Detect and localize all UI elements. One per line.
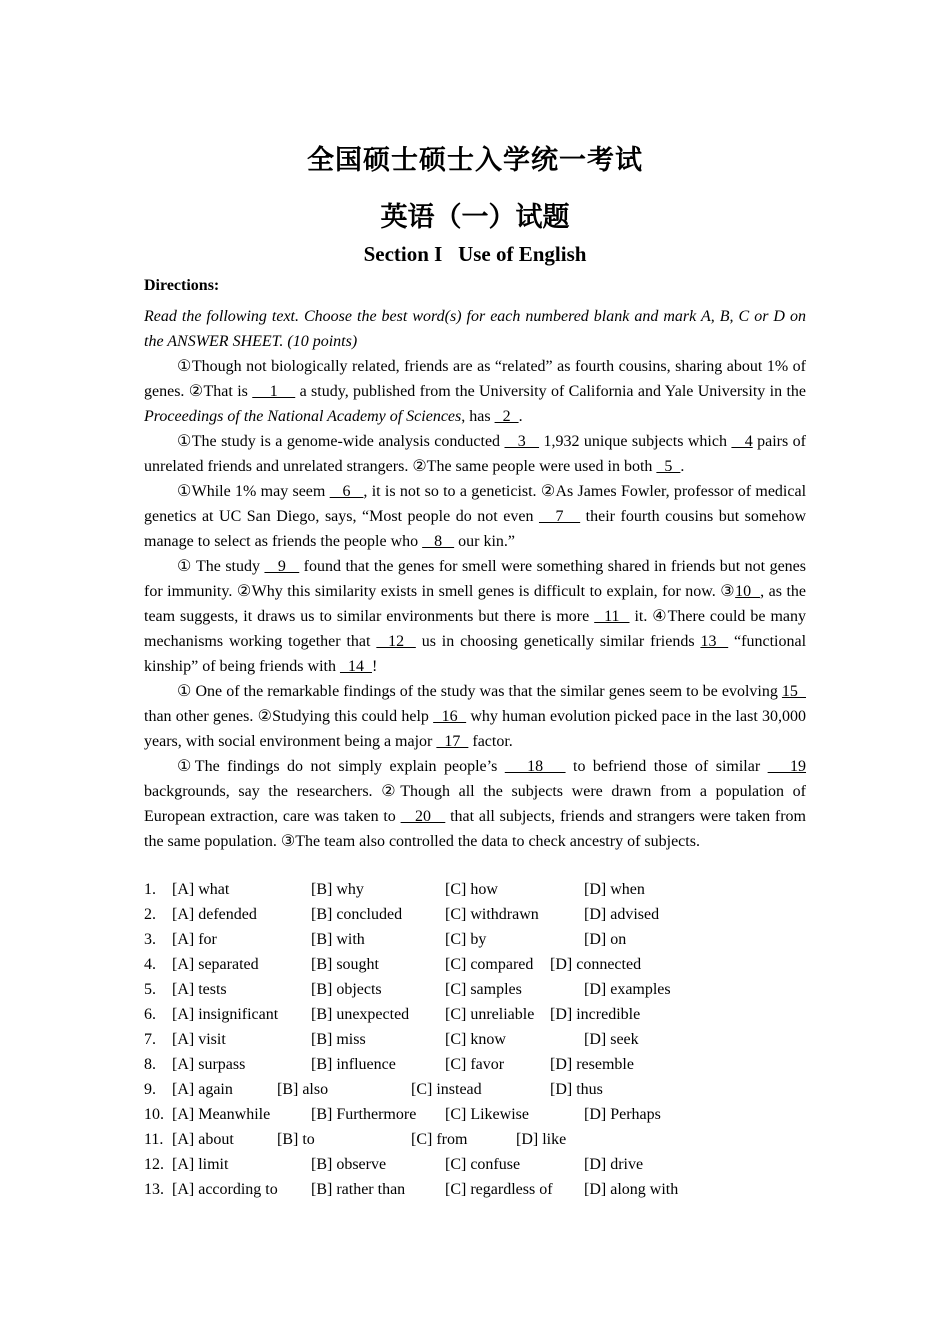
text: ①Though not biologically related, friends are as “related” as fourth cousins, sharing about 1% of genes. ②That is — [144, 358, 806, 400]
option-c: [C] compared — [445, 956, 534, 973]
text: , as the team suggests, it draws us to similar environments but there is more — [144, 583, 807, 625]
text: their fourth cousins but somehow manage to select as friends the people who — [144, 508, 806, 550]
text: ① The study — [177, 558, 265, 575]
blank-17: 17 — [436, 733, 469, 750]
question-number: 3. — [144, 931, 156, 948]
paragraph-6 — [144, 754, 806, 854]
option-b: [B] sought — [311, 956, 379, 973]
blank-6: 6 — [329, 483, 364, 500]
option-a: [A] insignificant — [172, 1006, 279, 1023]
option-a: [A] again — [172, 1081, 233, 1098]
option-a: [A] surpass — [172, 1056, 246, 1073]
option-d: [D] Perhaps — [584, 1106, 661, 1123]
question-number: 10. — [144, 1106, 164, 1123]
text: . — [680, 458, 685, 475]
question-number: 11. — [144, 1131, 164, 1148]
question-number: 12. — [144, 1156, 164, 1173]
paragraph-5 — [144, 679, 806, 754]
option-b: [B] unexpected — [311, 1006, 410, 1023]
option-row-1 — [144, 877, 806, 902]
option-row-11 — [144, 1127, 806, 1152]
option-b: [B] influence — [311, 1056, 396, 1073]
option-a: [A] limit — [172, 1156, 229, 1173]
option-d: [D] on — [584, 931, 627, 948]
text: ①The study is a genome-wide analysis conducted — [177, 433, 505, 450]
question-number: 1. — [144, 881, 156, 898]
option-c: [C] samples — [445, 981, 522, 998]
option-c: [C] favor — [445, 1056, 505, 1073]
text: backgrounds, say the researchers. ②Though all the subjects were drawn from a population of European extraction, care was taken to — [144, 783, 806, 825]
option-c: [C] withdrawn — [445, 906, 539, 923]
option-row-5 — [144, 977, 806, 1002]
exam-title: 全国硕士硕士入学统一考试 — [307, 145, 643, 176]
paragraph-1 — [144, 354, 806, 429]
option-row-8 — [144, 1052, 806, 1077]
option-row-7 — [144, 1027, 806, 1052]
question-number: 13. — [144, 1181, 164, 1198]
text: “functional kinship” of being friends with — [144, 633, 807, 675]
blank-1: 1 — [252, 383, 296, 400]
blank-19: 19 — [767, 758, 807, 775]
option-a: [A] tests — [172, 981, 227, 998]
question-number: 4. — [144, 956, 156, 973]
option-a: [A] what — [172, 881, 230, 898]
blank-4: 4 — [731, 433, 753, 450]
blank-20: 20 — [400, 808, 446, 825]
option-d: [D] along with — [584, 1181, 679, 1198]
option-b: [B] objects — [311, 981, 382, 998]
answer-options — [144, 877, 806, 1202]
blank-3: 3 — [504, 433, 540, 450]
option-d: [D] examples — [584, 981, 671, 998]
paragraph-2 — [144, 429, 806, 479]
option-row-13 — [144, 1177, 806, 1202]
option-c: [C] know — [445, 1031, 506, 1048]
option-d: [D] connected — [550, 956, 642, 973]
paragraph-4 — [144, 554, 806, 679]
option-b: [B] Furthermore — [311, 1106, 417, 1123]
option-a: [A] for — [172, 931, 217, 948]
text: ①While 1% may seem — [177, 483, 330, 500]
text: why human evolution picked pace in the last 30,000 years, with social environment being a major — [144, 708, 807, 750]
text: a study, published from the University of California and Yale University in the — [295, 383, 807, 400]
blank-18: 18 — [504, 758, 566, 775]
option-d: [D] seek — [584, 1031, 639, 1048]
blank-5: 5 — [656, 458, 681, 475]
question-number: 5. — [144, 981, 156, 998]
blank-11: 11 — [594, 608, 630, 625]
journal-name: Proceedings of the National Academy of Sciences — [144, 408, 462, 425]
text: our kin.” — [454, 533, 515, 550]
text: found that the genes for smell were something shared in friends but not genes for immunity. ②Why this similarity exists in smell genes is difficult to explain, for now. ③ — [144, 558, 806, 600]
option-b: [B] observe — [311, 1156, 387, 1173]
directions-label: Directions: — [144, 277, 220, 294]
option-a: [A] Meanwhile — [172, 1106, 271, 1123]
option-c: [C] from — [411, 1131, 468, 1148]
option-c: [C] confuse — [445, 1156, 521, 1173]
option-b: [B] rather than — [311, 1181, 406, 1198]
option-c: [C] Likewise — [445, 1106, 529, 1123]
blank-9: 9 — [264, 558, 300, 575]
text: pairs of unrelated friends and unrelated strangers. ②The same people were used in both — [144, 433, 806, 475]
option-c: [C] instead — [411, 1081, 482, 1098]
blank-8: 8 — [422, 533, 455, 550]
text: to befriend those of similar — [565, 758, 768, 775]
option-b: [B] miss — [311, 1031, 366, 1048]
option-d: [D] resemble — [550, 1056, 634, 1073]
option-row-10 — [144, 1102, 806, 1127]
option-c: [C] by — [445, 931, 487, 948]
blank-7: 7 — [538, 508, 581, 525]
directions-text: Read the following text. Choose the best word(s) for each numbered blank and mark A, B, C or D on the ANSWER SHEET. (10 points) — [144, 308, 806, 350]
text: ①The findings do not simply explain people’s — [177, 758, 505, 775]
paragraph-3 — [144, 479, 806, 554]
blank-15: 15 — [781, 683, 806, 700]
blank-2: 2 — [494, 408, 519, 425]
text: . — [518, 408, 523, 425]
text: , it is not so to a geneticist. ②As James Fowler, professor of medical genetics at UC San Diego, says, “Most people do not even — [144, 483, 807, 525]
option-row-9 — [144, 1077, 806, 1102]
option-c: [C] regardless of — [445, 1181, 553, 1198]
section-heading: Section I Use of English — [363, 242, 587, 266]
option-a: [A] about — [172, 1131, 234, 1148]
question-number: 8. — [144, 1056, 156, 1073]
blank-12: 12 — [376, 633, 416, 650]
option-b: [B] with — [311, 931, 365, 948]
question-number: 9. — [144, 1081, 156, 1098]
option-b: [B] why — [311, 881, 364, 898]
option-row-3 — [144, 927, 806, 952]
option-a: [A] separated — [172, 956, 259, 973]
option-a: [A] visit — [172, 1031, 226, 1048]
option-a: [A] defended — [172, 906, 257, 923]
option-row-4 — [144, 952, 806, 977]
option-d: [D] thus — [550, 1081, 603, 1098]
option-row-2 — [144, 902, 806, 927]
text: ① One of the remarkable findings of the study was that the similar genes seem to be evolving — [177, 683, 782, 700]
text: 1,932 unique subjects which — [539, 433, 732, 450]
option-b: [B] to — [277, 1131, 315, 1148]
option-d: [D] incredible — [550, 1006, 641, 1023]
option-row-12 — [144, 1152, 806, 1177]
text: , has — [461, 408, 495, 425]
option-d: [D] advised — [584, 906, 660, 923]
option-a: [A] according to — [172, 1181, 278, 1198]
passage-body — [144, 273, 806, 854]
text: factor. — [468, 733, 513, 750]
blank-13: 13 — [700, 633, 729, 650]
question-number: 7. — [144, 1031, 156, 1048]
option-d: [D] when — [584, 881, 645, 898]
option-c: [C] how — [445, 881, 498, 898]
blank-16: 16 — [433, 708, 467, 725]
question-number: 2. — [144, 906, 156, 923]
text: ! — [371, 658, 378, 675]
text: than other genes. ②Studying this could help — [144, 708, 434, 725]
text: us in choosing genetically similar friends — [415, 633, 701, 650]
blank-10: 10 — [735, 583, 761, 600]
option-b: [B] also — [277, 1081, 329, 1098]
option-d: [D] drive — [584, 1156, 644, 1173]
option-row-6 — [144, 1002, 806, 1027]
option-b: [B] concluded — [311, 906, 403, 923]
option-d: [D] like — [516, 1131, 567, 1148]
text: it. ④There could be many mechanisms working together that — [144, 608, 807, 650]
question-number: 6. — [144, 1006, 156, 1023]
exam-subtitle: 英语（一）试题 — [380, 202, 570, 233]
blank-14: 14 — [339, 658, 372, 675]
option-c: [C] unreliable — [445, 1006, 535, 1023]
text: that all subjects, friends and strangers were taken from the same population. ③The team also controlled the data to check ancestry of subjects. — [144, 808, 807, 850]
